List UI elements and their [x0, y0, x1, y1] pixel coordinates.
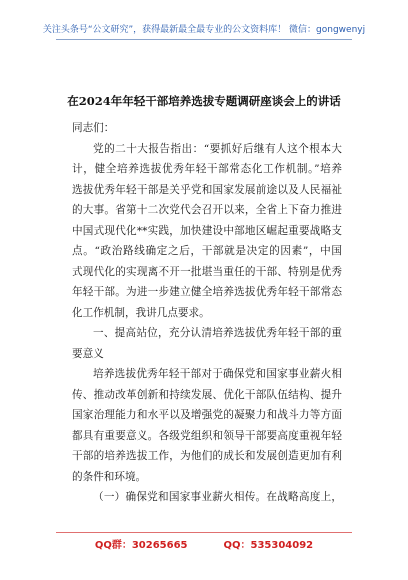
text-line: 干部的培养选拔工作，为他们的成长和发展创造更加有利: [72, 450, 342, 462]
heading-1: [72, 323, 342, 364]
text-line: 计，健全培养选拔优秀年轻干部常态化工作机制。”培养: [72, 163, 342, 175]
text-line: 一、提高站位，充分认清培养选拔优秀年轻干部的重: [93, 327, 342, 339]
text-line: 党的二十大报告指出：“要抓好后继有人这个根本大: [93, 142, 342, 155]
text-line: 传、推动改革创新和持续发展、优化干部队伍结构、提升: [72, 388, 342, 401]
text-line: 选拔优秀年轻干部是关乎党和国家发展前途以及人民福祉: [72, 183, 342, 196]
text-line: （一）确保党和国家事业薪火相传。在战略高度上，: [93, 491, 342, 503]
paragraph-1: [72, 139, 342, 324]
text-line: 国家治理能力和水平以及增强党的凝聚力和战斗力等方面: [72, 409, 342, 421]
subheading-1: [72, 487, 342, 508]
text-line: 点。“政治路线确定之后，干部就是决定的因素”，中国: [72, 245, 342, 257]
salutation: 同志们：: [72, 122, 115, 134]
text-line: 式现代化的实现离不开一批堪当重任的干部、特别是优秀: [72, 265, 342, 278]
header-divider: [56, 39, 352, 40]
text-line: 的条件和环境。: [72, 470, 147, 483]
text-line: 培养选拔优秀年轻干部对于确保党和国家事业薪火相: [93, 368, 342, 380]
document-body: [72, 118, 342, 508]
footer-divider: [56, 532, 352, 533]
header-note: 关注头条号“公文研究”，获得最新最全最专业的公文资料库！ 微信：gongwenyj: [42, 25, 366, 35]
text-line: 年轻干部。为进一步建立健全培养选拔优秀年轻干部常态: [72, 286, 342, 298]
paragraph-2: [72, 364, 342, 487]
text-line: 中国式现代化**实践，加快建设中部地区崛起重要战略支: [72, 224, 342, 237]
qq-number: QQ：535304092: [223, 540, 314, 551]
text-line: 化工作机制，我讲几点要求。: [72, 306, 210, 319]
document-title: 在2024年年轻干部培养选拔专题调研座谈会上的讲话: [67, 94, 341, 108]
qq-group: QQ群：30265665: [94, 540, 188, 551]
footer-contact: [0, 536, 408, 551]
text-line: 都具有重要意义。各级党组织和领导干部要高度重视年轻: [72, 429, 342, 442]
text-line: 要意义: [72, 347, 104, 360]
text-line: 的大事。省第十二次党代会召开以来，全省上下奋力推进: [72, 204, 342, 216]
